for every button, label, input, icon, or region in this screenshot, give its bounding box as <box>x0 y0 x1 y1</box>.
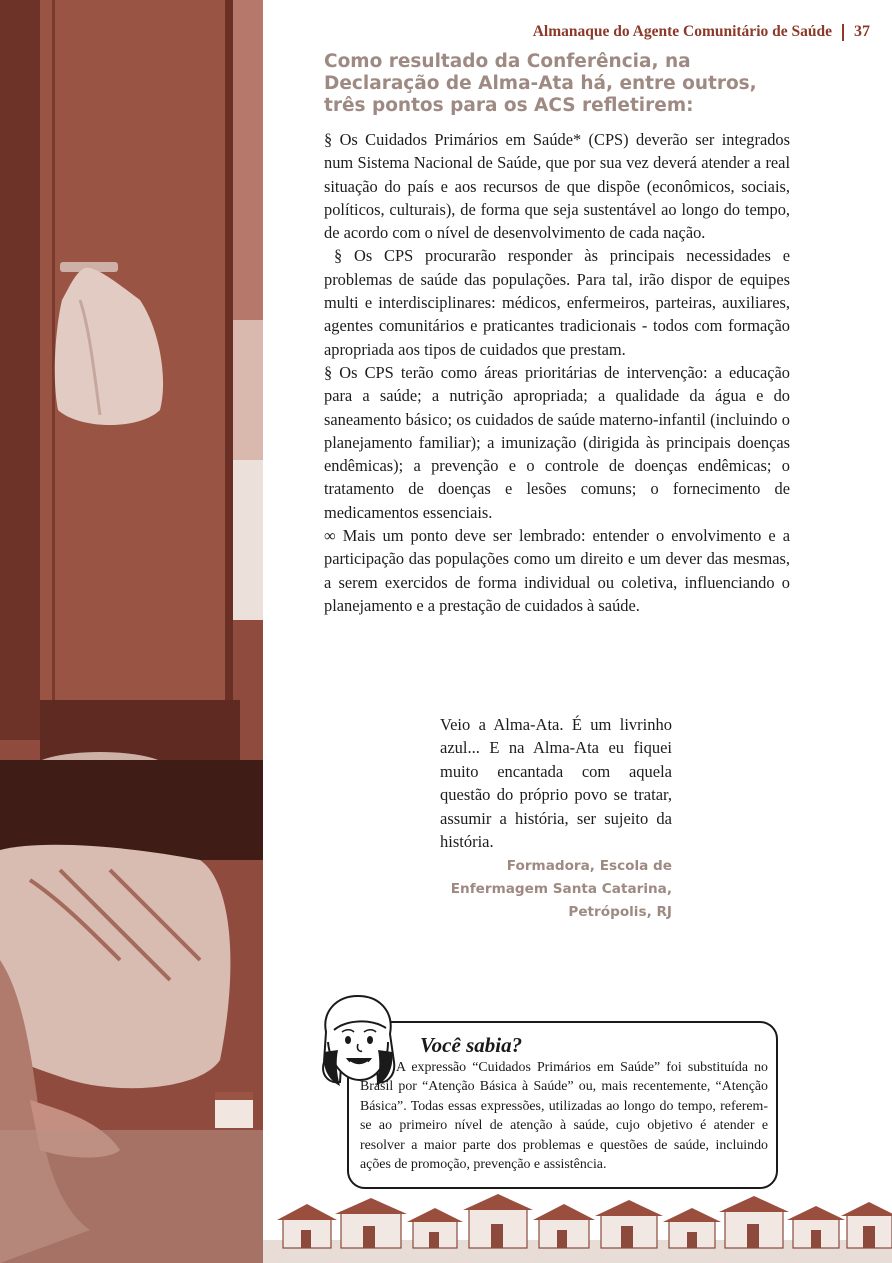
village-illustration <box>263 1190 892 1263</box>
did-you-know-text: A expressão “Cuidados Primários em Saúde” foi substituída no Brasil por “Atenção Básica à Saúde” ou, mais recentemente, “Atenção Básica”. Todas essas expressões, utilizadas ao longo do tempo, referem-se ao primeiro nível de atenção à saúde, cujo objetivo é atender e resolver a maior parte dos problemas e questões de saúde, incluindo ações de promoção, prevenção e assistência. <box>360 1060 768 1173</box>
did-you-know-title: Você sabia? <box>420 1033 523 1057</box>
attribution-line: Enfermagem Santa Catarina, <box>450 881 672 898</box>
testimony-quote <box>440 713 672 924</box>
sepia-photo <box>0 0 263 1263</box>
page-number: 37 <box>854 23 870 40</box>
photo-illustration <box>0 0 263 1263</box>
body-text <box>324 128 790 617</box>
header-divider <box>842 24 844 41</box>
paragraph-3: § Os CPS terão como áreas prioritárias de intervenção: a educação para a saúde; a nutrição apropriada; a qualidade da água e do saneamento básico; os cuidados de saúde materno-infantil (incluindo o planejamento familiar); a imunização (dirigida às principais doenças endêmicas); a prevenção e o controle de doenças endêmicas; o tratamento de doenças e lesões comuns; o fornecimento de medicamentos essenciais. <box>324 362 790 522</box>
attribution-line: Formadora, Escola de <box>506 858 672 875</box>
paragraph-1: § Os Cuidados Primários em Saúde* (CPS) deverão ser integrados num Sistema Nacional de Saúde, que por sua vez deverá atender a real situação do país e aos recursos de que dispõe (econômicos, sociais, políticos, culturais), de forma que seja sustentável ao longo do tempo, de acordo com o nível de desenvolvimento de cada nação. <box>324 130 790 243</box>
running-title: Almanaque do Agente Comunitário de Saúde <box>532 23 832 40</box>
attribution-line: Petrópolis, RJ <box>568 904 672 921</box>
quote-text: Veio a Alma-Ata. É um livrinho azul... E na Alma-Ata eu fiquei muito encantada com aquela questão do próprio povo se tratar, assumir a história, ser sujeito da história. <box>440 715 672 852</box>
paragraph-4: ∞ Mais um ponto deve ser lembrado: entender o envolvimento e a participação das populações como um direito e um dever das mesmas, a serem exercidos de forma individual ou coletiva, influenciando o planejamento e a prestação de cuidados à saúde. <box>324 526 790 615</box>
running-header <box>533 20 870 44</box>
quote-attribution <box>440 855 672 924</box>
paragraph-2: § Os CPS procurarão responder às principais necessidades e problemas de saúde das populações. Para tal, irão dispor de equipes multi e interdisciplinares: médicos, enfermeiros, parteiras, auxiliares, agentes comunitários e praticantes tradicionais - todos com formação apropriada aos tipos de cuidados que prestam. <box>324 246 790 359</box>
section-heading: Como resultado da Conferência, na Declaração de Alma-Ata há, entre outros, três pontos para os ACS refletirem: <box>324 51 757 116</box>
